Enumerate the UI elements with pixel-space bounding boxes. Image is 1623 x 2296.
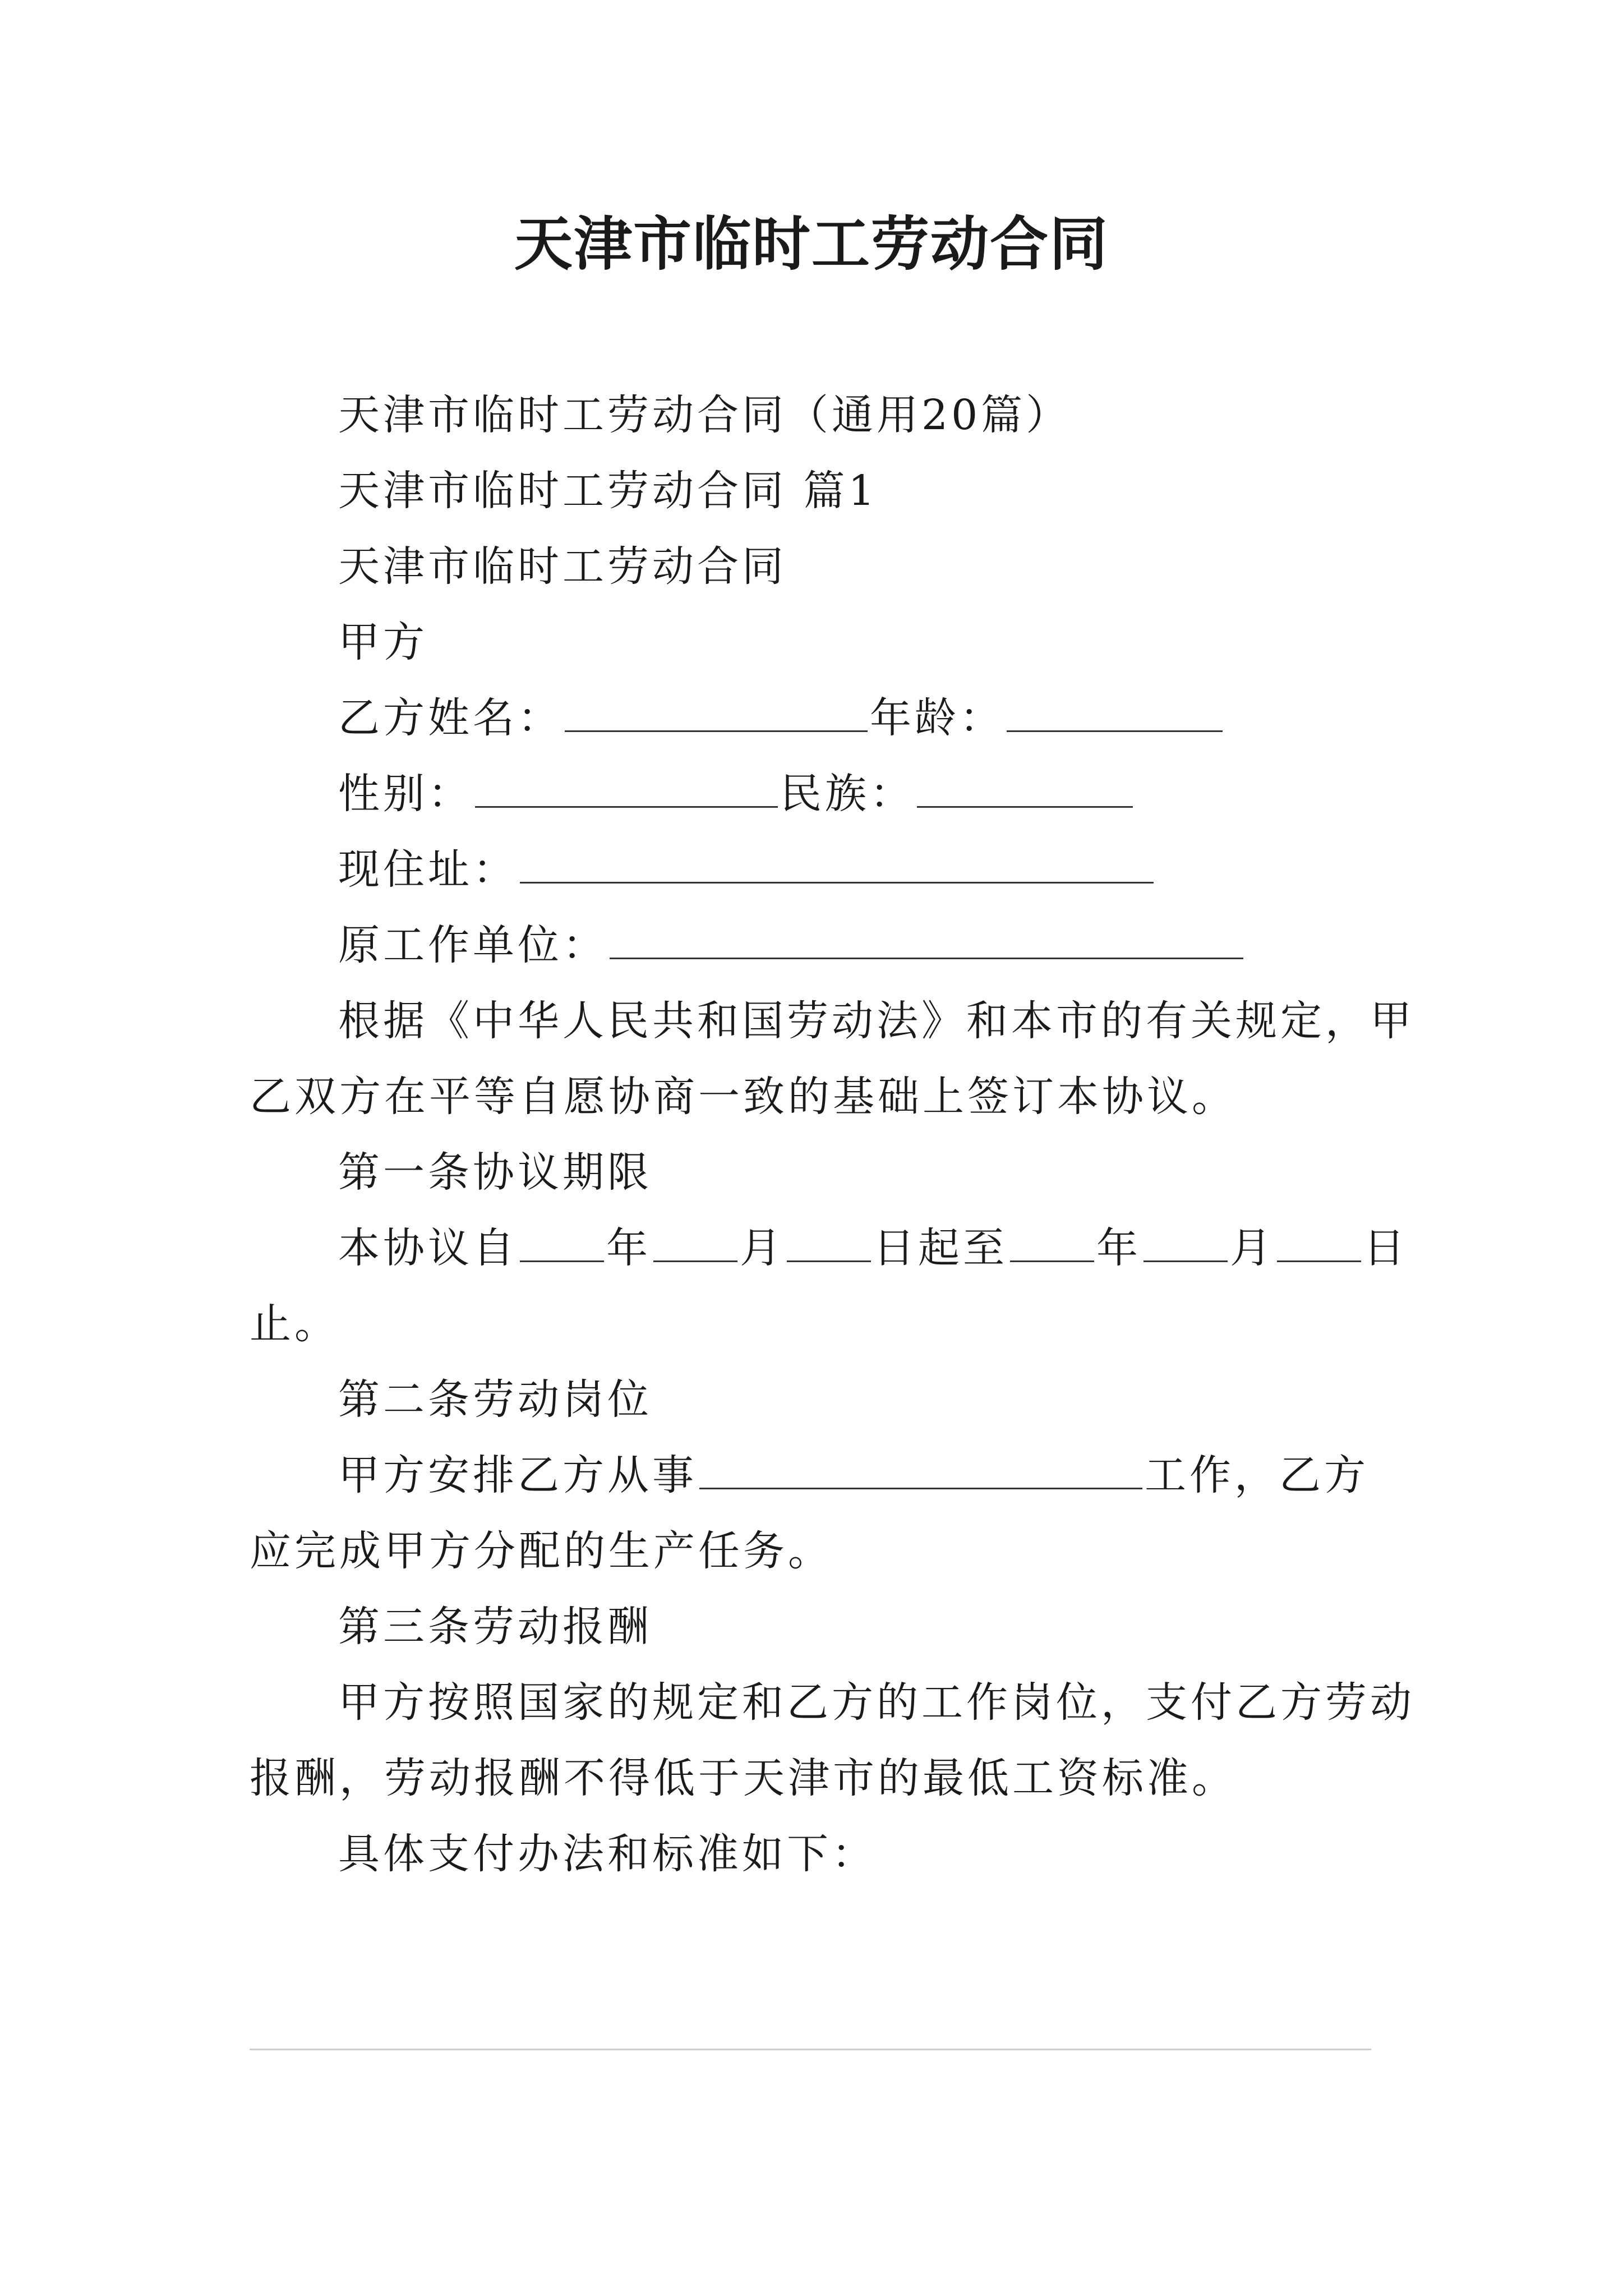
job-assignment-row <box>338 1447 1369 1503</box>
day-to-label: 日起至 <box>873 1224 1008 1272</box>
preamble-line-1: 根据《中华人民共和国劳动法》和本市的有关规定，甲 <box>338 997 1415 1045</box>
article-3-heading: 第三条劳动报酬 <box>338 1603 652 1651</box>
month-label-2: 月 <box>1230 1224 1275 1272</box>
end-year-blank <box>1010 1223 1094 1262</box>
article-2-heading: 第二条劳动岗位 <box>338 1375 652 1424</box>
term-from-label: 本协议自 <box>338 1224 518 1272</box>
former-employer-row <box>338 917 1246 973</box>
job-assignment-line-2: 应完成甲方分配的生产任务。 <box>250 1527 833 1575</box>
address-label: 现住址： <box>338 845 518 894</box>
job-assignment-tail: 工作，乙方 <box>1145 1451 1369 1499</box>
start-year-blank <box>520 1223 604 1262</box>
job-blank <box>699 1451 1142 1489</box>
start-day-blank <box>787 1223 871 1262</box>
job-assignment-label: 甲方安排乙方从事 <box>338 1451 697 1499</box>
contract-heading: 天津市临时工劳动合同 <box>338 542 787 591</box>
year-label-2: 年 <box>1096 1224 1141 1272</box>
subtitle-line: 天津市临时工劳动合同（通用20篇） <box>338 391 1071 439</box>
former-employer-blank <box>610 921 1243 959</box>
address-row <box>338 841 1156 898</box>
term-row <box>338 1220 1408 1276</box>
month-label: 月 <box>740 1224 785 1272</box>
chapter-heading: 天津市临时工劳动合同 篇1 <box>338 467 878 515</box>
age-blank <box>1007 693 1223 732</box>
year-label: 年 <box>606 1224 651 1272</box>
end-month-blank <box>1144 1223 1228 1262</box>
pay-line-1: 甲方按照国家的规定和乙方的工作岗位，支付乙方劳动 <box>338 1678 1415 1727</box>
document-title: 天津市临时工劳动合同 <box>514 209 1109 278</box>
end-day-blank <box>1277 1223 1361 1262</box>
day-label-2: 日 <box>1363 1224 1408 1272</box>
party-a-label: 甲方 <box>338 618 428 666</box>
name-blank <box>565 693 868 732</box>
pay-method-line: 具体支付办法和标准如下： <box>338 1830 877 1878</box>
pay-line-2: 报酬，劳动报酬不得低于天津市的最低工资标准。 <box>250 1754 1237 1802</box>
party-b-name-row <box>338 690 1225 746</box>
age-label: 年龄： <box>870 694 1004 742</box>
gender-label: 性别： <box>338 770 473 818</box>
start-month-blank <box>653 1223 737 1262</box>
ethnicity-blank <box>917 769 1133 808</box>
preamble-line-2: 乙双方在平等自愿协商一致的基础上签订本协议。 <box>250 1073 1237 1121</box>
ethnicity-label: 民族： <box>780 770 915 818</box>
footer-divider <box>250 2049 1371 2050</box>
term-end: 止。 <box>250 1300 339 1348</box>
article-1-heading: 第一条协议期限 <box>338 1148 652 1197</box>
gender-blank <box>475 769 778 808</box>
name-label: 乙方姓名： <box>338 694 562 742</box>
address-blank <box>520 845 1154 884</box>
gender-row <box>338 766 1135 822</box>
former-employer-label: 原工作单位： <box>338 921 607 969</box>
